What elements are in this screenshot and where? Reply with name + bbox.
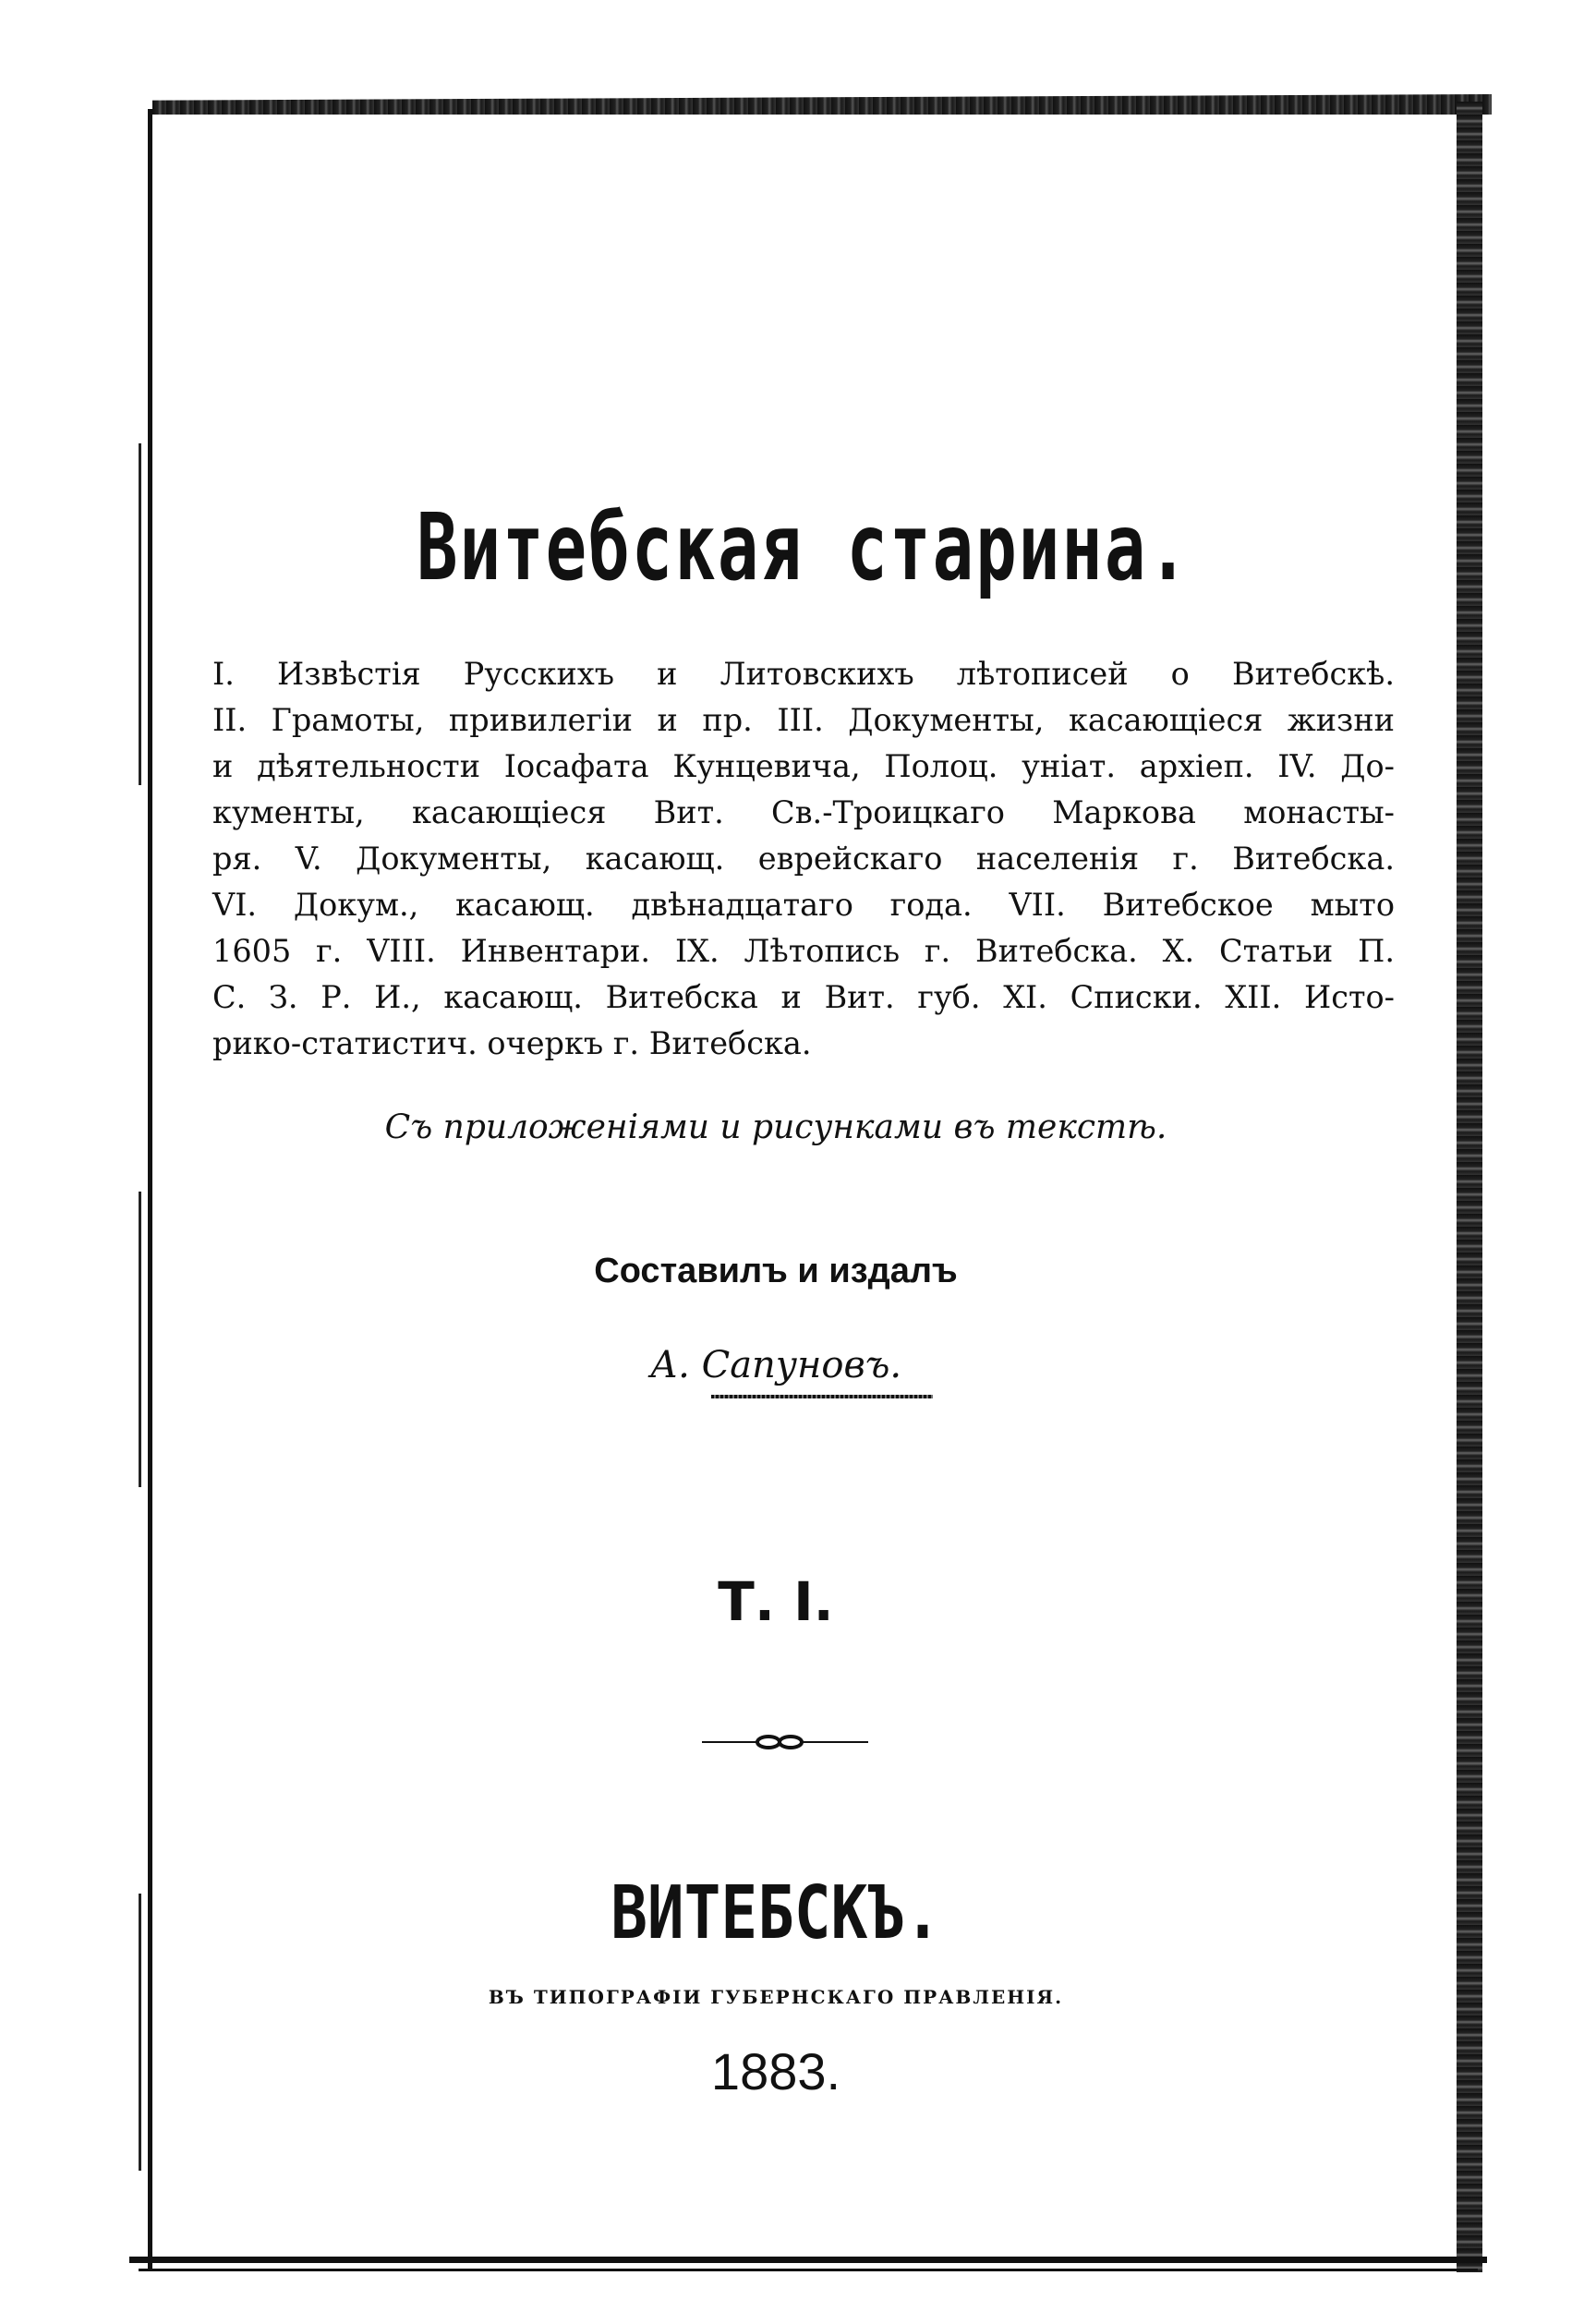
contents-line: кументы, касающіеся Вит. Св.-Троицкаго Маркова монасты- [212,794,1395,830]
ornament-divider-icon [702,1733,868,1751]
author-underline [711,1395,933,1398]
frame-left-border [148,109,152,2270]
contents-line: ря. V. Документы, касающ. еврейскаго населенія г. Витебска. [212,841,1395,877]
compiled-by-label: Составилъ и издалъ [594,1252,958,1290]
publication-year: 1883. [710,2042,841,2100]
scan-edge-mark [139,1894,141,2171]
printer-line: ВЪ ТИПОГРАФІИ ГУБЕРНСКАГО ПРАВЛЕНІЯ. [488,1986,1064,2008]
book-title: Витебская старина. [417,494,1191,602]
volume-number: Т. I. [718,1570,834,1633]
contents-line: и дѣятельности Іосафата Кунцевича, Полоц. уніат. архіеп. IV. До- [212,748,1395,784]
contents-line: С. З. Р. И., касающ. Витебска и Вит. губ. XI. Списки. XII. Исто- [212,979,1395,1015]
scan-edge-mark [139,1192,141,1487]
scan-edge-mark [139,443,141,785]
contents-line: 1605 г. VIII. Инвентари. IX. Лѣтопись г. Витебска. X. Статьи П. [212,933,1395,969]
supplements-note: Съ приложеніями и рисунками въ текстѣ. [384,1108,1167,1146]
frame-bottom-rule [139,2269,1478,2271]
city-name: ВИТЕБСКЪ. [611,1870,941,1956]
frame-top-border [152,94,1492,115]
frame-right-border [1457,102,1482,2272]
contents-paragraph [212,651,1395,1067]
contents-line: II. Грамоты, привилегіи и пр. III. Документы, касающіеся жизни [212,702,1395,738]
contents-line: рико-статистич. очеркъ г. Витебска. [212,1025,812,1061]
author-name: А. Сапуновъ. [649,1344,902,1386]
frame-bottom-border [129,2257,1487,2263]
contents-line: VI. Докум., касающ. двѣнадцатаго года. VII. Витебское мыто [212,887,1395,923]
contents-line: I. Извѣстія Русскихъ и Литовскихъ лѣтописей о Витебскѣ. [212,656,1395,692]
